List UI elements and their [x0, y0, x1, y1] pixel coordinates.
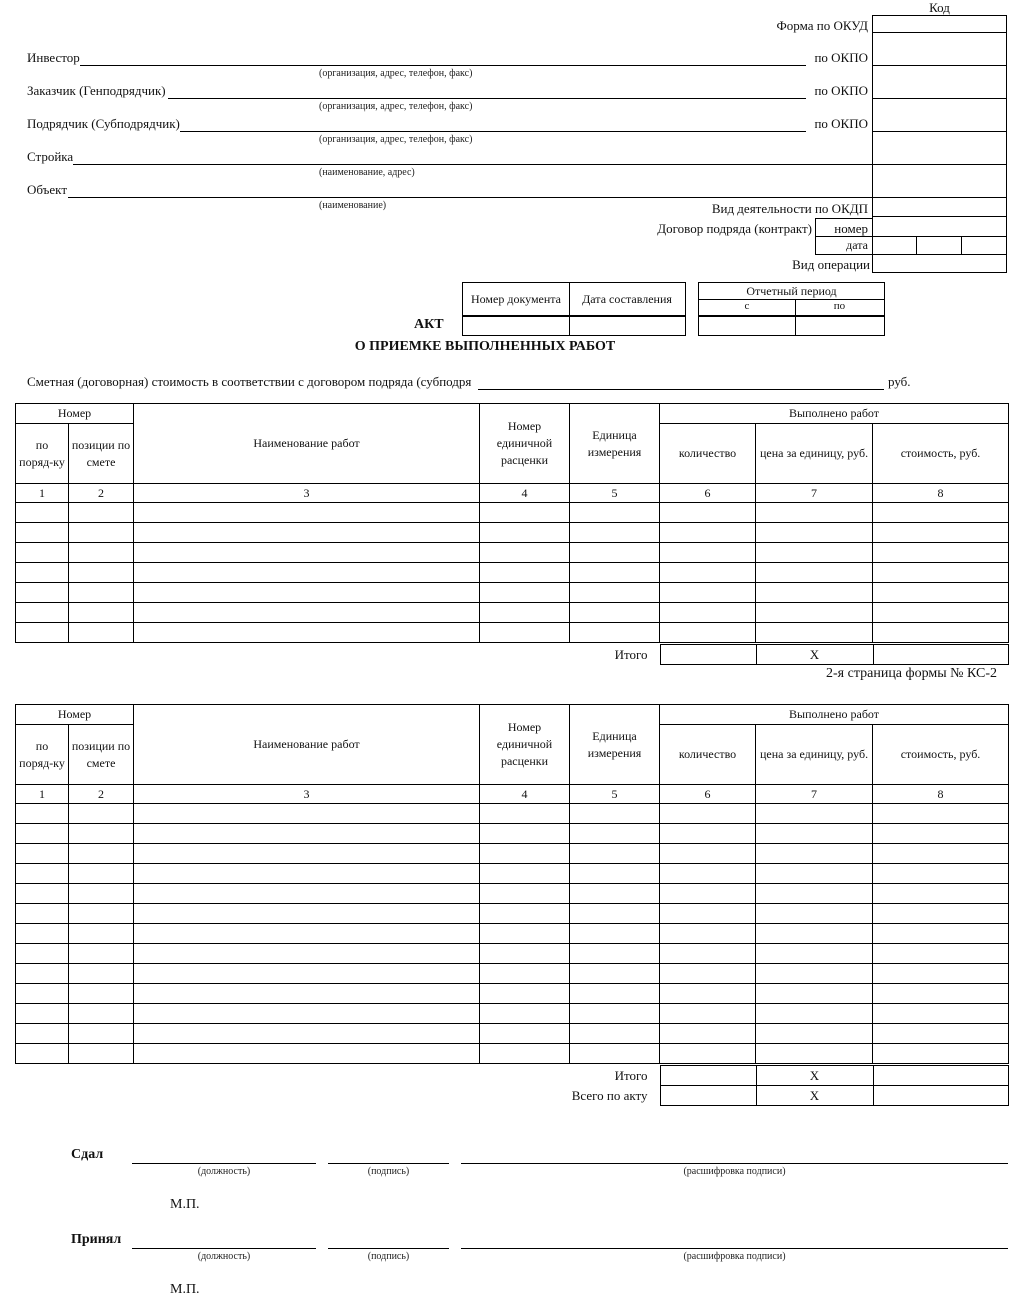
table-row [16, 523, 1009, 543]
investor-hint: (организация, адрес, телефон, факс) [319, 68, 473, 79]
itogo-cost[interactable] [873, 1066, 1008, 1086]
table-cell[interactable] [134, 844, 480, 864]
works-table-1 [15, 403, 1009, 643]
table-cell[interactable] [134, 1004, 480, 1024]
cost-label: Сметная (договорная) стоимость в соответствии с договором подряда (субподря [27, 374, 472, 389]
table-cell[interactable] [660, 523, 756, 543]
table-cell[interactable] [16, 503, 69, 523]
table-cell[interactable] [16, 884, 69, 904]
table-cell[interactable] [570, 864, 660, 884]
period-box [698, 282, 885, 336]
table-cell[interactable] [660, 543, 756, 563]
table-cell[interactable] [873, 824, 1009, 844]
act-title: АКТ [414, 317, 444, 332]
object-field[interactable] [68, 197, 872, 198]
period-to-label: по [833, 300, 846, 312]
table-cell[interactable] [134, 1024, 480, 1044]
table-cell[interactable] [570, 844, 660, 864]
handed-position-field[interactable] [132, 1163, 316, 1164]
table-cell[interactable] [69, 1004, 134, 1024]
table-cell[interactable] [16, 623, 69, 643]
customer-field[interactable] [168, 98, 806, 99]
table-cell[interactable] [16, 864, 69, 884]
col-number: 3 [134, 484, 480, 503]
table-cell[interactable] [69, 984, 134, 1004]
col-number: 8 [873, 484, 1009, 503]
table-cell[interactable] [134, 1044, 480, 1064]
table-cell[interactable] [16, 844, 69, 864]
table-cell[interactable] [69, 944, 134, 964]
col-number: 4 [480, 484, 570, 503]
table-cell[interactable] [873, 904, 1009, 924]
table-cell[interactable] [16, 984, 69, 1004]
col-number: 1 [16, 785, 69, 804]
handed-signature-hint: (подпись) [367, 1166, 410, 1177]
table-1-body [16, 503, 1009, 643]
totals-2 [520, 1065, 1009, 1106]
table-cell[interactable] [16, 583, 69, 603]
table-cell[interactable] [756, 603, 873, 623]
table-cell[interactable] [480, 1024, 570, 1044]
handed-stamp: М.П. [170, 1197, 200, 1212]
table-cell[interactable] [134, 864, 480, 884]
vsego-label: Всего по акту [571, 1087, 648, 1103]
table-cell[interactable] [756, 523, 873, 543]
table-cell[interactable] [756, 804, 873, 824]
table-cell[interactable] [69, 884, 134, 904]
table-cell[interactable] [570, 1004, 660, 1024]
table-cell[interactable] [873, 1004, 1009, 1024]
table-cell[interactable] [756, 1024, 873, 1044]
table-cell[interactable] [69, 543, 134, 563]
okpo-label-1: по ОКПО [814, 50, 868, 65]
table-cell[interactable] [570, 563, 660, 583]
table-cell[interactable] [69, 864, 134, 884]
table-cell[interactable] [873, 1024, 1009, 1044]
investor-field[interactable] [80, 65, 806, 66]
itogo-price-x: X [756, 1066, 873, 1086]
period-from-label: с [744, 300, 750, 312]
accepted-stamp: М.П. [170, 1282, 200, 1297]
contract-label: Договор подряда (контракт) [657, 221, 812, 236]
table-cell[interactable] [570, 884, 660, 904]
itogo-qty[interactable] [660, 645, 756, 665]
table-cell[interactable] [16, 964, 69, 984]
handed-position-hint: (должность) [197, 1166, 251, 1177]
table-cell[interactable] [134, 884, 480, 904]
table-cell[interactable] [660, 924, 756, 944]
col8-header: стоимость, руб. [873, 424, 1009, 484]
doc-date-input[interactable] [570, 316, 685, 335]
vsego-cost[interactable] [873, 1086, 1008, 1106]
table-cell[interactable] [16, 1024, 69, 1044]
done-group-header: Выполнено работ [660, 705, 1009, 725]
contractor-hint: (организация, адрес, телефон, факс) [319, 134, 473, 145]
table-row [16, 904, 1009, 924]
table-cell[interactable] [16, 904, 69, 924]
table-cell[interactable] [134, 563, 480, 583]
table-cell[interactable] [134, 924, 480, 944]
table-cell[interactable] [570, 583, 660, 603]
table-cell[interactable] [660, 824, 756, 844]
itogo-label: Итого [614, 646, 648, 662]
accepted-position-field[interactable] [132, 1248, 316, 1249]
col-number: 5 [570, 484, 660, 503]
table-cell[interactable] [480, 583, 570, 603]
table-cell[interactable] [480, 964, 570, 984]
accepted-decoding-field[interactable] [461, 1248, 1008, 1249]
table-cell[interactable] [480, 563, 570, 583]
table-cell[interactable] [69, 924, 134, 944]
table-cell[interactable] [570, 824, 660, 844]
table-row [16, 583, 1009, 603]
col-number: 7 [756, 484, 873, 503]
okud-label: Форма по ОКУД [776, 18, 868, 33]
table-cell[interactable] [16, 804, 69, 824]
table-cell[interactable] [756, 924, 873, 944]
table-cell[interactable] [873, 924, 1009, 944]
period-label: Отчетный период [746, 284, 837, 298]
number-group-header: Номер [16, 705, 134, 725]
itogo-qty[interactable] [660, 1066, 756, 1086]
table-cell[interactable] [873, 964, 1009, 984]
table-cell[interactable] [660, 563, 756, 583]
contract-date-label: дата [846, 238, 868, 252]
table-cell[interactable] [660, 503, 756, 523]
table-cell[interactable] [660, 1004, 756, 1024]
col-number: 2 [69, 484, 134, 503]
table-cell[interactable] [134, 984, 480, 1004]
accepted-label: Принял [71, 1232, 122, 1247]
table-cell[interactable] [570, 1044, 660, 1064]
table-cell[interactable] [570, 904, 660, 924]
table-cell[interactable] [69, 583, 134, 603]
accepted-signature-field[interactable] [328, 1248, 449, 1249]
table-cell[interactable] [660, 904, 756, 924]
code-column [872, 15, 1007, 273]
table-cell[interactable] [660, 944, 756, 964]
col-number: 2 [69, 785, 134, 804]
table-cell[interactable] [69, 563, 134, 583]
table-cell[interactable] [480, 523, 570, 543]
col6-header: количество [660, 725, 756, 785]
table-cell[interactable] [570, 804, 660, 824]
table-cell[interactable] [660, 884, 756, 904]
table-row [16, 864, 1009, 884]
table-cell[interactable] [570, 1024, 660, 1044]
col1-header: по поряд-ку [16, 725, 69, 785]
table-cell[interactable] [873, 543, 1009, 563]
table-cell[interactable] [756, 904, 873, 924]
table-cell[interactable] [16, 523, 69, 543]
handed-decoding-hint: (расшифровка подписи) [683, 1166, 786, 1177]
table-cell[interactable] [480, 1044, 570, 1064]
table-cell[interactable] [660, 964, 756, 984]
col6-header: количество [660, 424, 756, 484]
itogo-cost[interactable] [873, 645, 1008, 665]
table-cell[interactable] [660, 623, 756, 643]
table-cell[interactable] [480, 824, 570, 844]
table-cell[interactable] [660, 583, 756, 603]
col-number: 4 [480, 785, 570, 804]
table-cell[interactable] [873, 984, 1009, 1004]
table-cell[interactable] [69, 503, 134, 523]
col4-header: Номер единичной расценки [480, 404, 570, 484]
table-cell[interactable] [16, 543, 69, 563]
doc-date-label: Дата составления [582, 292, 672, 306]
table-row [16, 924, 1009, 944]
customer-label: Заказчик (Генподрядчик) [27, 83, 166, 98]
table-cell[interactable] [873, 944, 1009, 964]
table-cell[interactable] [570, 603, 660, 623]
col7-header: цена за единицу, руб. [756, 424, 873, 484]
table-cell[interactable] [756, 1004, 873, 1024]
table-cell[interactable] [134, 944, 480, 964]
col-number: 8 [873, 785, 1009, 804]
col-number: 1 [16, 484, 69, 503]
table-cell[interactable] [16, 924, 69, 944]
col2-header: позиции по смете [69, 424, 134, 484]
table-row [16, 623, 1009, 643]
construction-field[interactable] [73, 164, 872, 165]
vsego-qty[interactable] [660, 1086, 756, 1106]
col7-header: цена за единицу, руб. [756, 725, 873, 785]
okpo-label-2: по ОКПО [814, 83, 868, 98]
table-cell[interactable] [756, 623, 873, 643]
table-cell[interactable] [69, 844, 134, 864]
table-cell[interactable] [756, 503, 873, 523]
table-cell[interactable] [756, 563, 873, 583]
col-number: 7 [756, 785, 873, 804]
table-cell[interactable] [570, 984, 660, 1004]
table-row [16, 1004, 1009, 1024]
table-cell[interactable] [16, 1004, 69, 1024]
table-cell[interactable] [756, 543, 873, 563]
table-cell[interactable] [570, 543, 660, 563]
table-cell[interactable] [873, 884, 1009, 904]
table-cell[interactable] [756, 824, 873, 844]
table-cell[interactable] [480, 904, 570, 924]
col8-header: стоимость, руб. [873, 725, 1009, 785]
table-cell[interactable] [756, 964, 873, 984]
table-cell[interactable] [660, 804, 756, 824]
col5-header: Единица измерения [570, 705, 660, 785]
table-cell[interactable] [660, 844, 756, 864]
customer-hint: (организация, адрес, телефон, факс) [319, 101, 473, 112]
code-header: Код [929, 0, 950, 15]
table-cell[interactable] [69, 623, 134, 643]
table-row [16, 824, 1009, 844]
table-cell[interactable] [480, 503, 570, 523]
table-cell[interactable] [134, 583, 480, 603]
col-number: 6 [660, 484, 756, 503]
table-cell[interactable] [570, 623, 660, 643]
table-cell[interactable] [134, 543, 480, 563]
table-row [16, 1044, 1009, 1064]
col4-header: Номер единичной расценки [480, 705, 570, 785]
accepted-signature-hint: (подпись) [367, 1251, 410, 1262]
table-cell[interactable] [480, 984, 570, 1004]
col-number: 3 [134, 785, 480, 804]
table-cell[interactable] [873, 844, 1009, 864]
table-cell[interactable] [756, 583, 873, 603]
construction-hint: (наименование, адрес) [319, 167, 415, 178]
table-cell[interactable] [134, 623, 480, 643]
table-cell[interactable] [756, 884, 873, 904]
table-cell[interactable] [480, 804, 570, 824]
table-cell[interactable] [134, 503, 480, 523]
table-cell[interactable] [660, 1024, 756, 1044]
table-row [16, 603, 1009, 623]
table-cell[interactable] [756, 944, 873, 964]
accepted-position-hint: (должность) [197, 1251, 251, 1262]
table-cell[interactable] [873, 603, 1009, 623]
table-cell[interactable] [480, 844, 570, 864]
doc-info-box [462, 282, 686, 336]
col3-header: Наименование работ [134, 705, 480, 785]
table-cell[interactable] [756, 1044, 873, 1064]
table-cell[interactable] [16, 1044, 69, 1064]
table-cell[interactable] [69, 804, 134, 824]
table-cell[interactable] [873, 563, 1009, 583]
table-row [16, 1024, 1009, 1044]
table-cell[interactable] [134, 904, 480, 924]
handed-decoding-field[interactable] [461, 1163, 1008, 1164]
table-cell[interactable] [69, 523, 134, 543]
table-cell[interactable] [480, 603, 570, 623]
table-cell[interactable] [660, 864, 756, 884]
table-cell[interactable] [134, 603, 480, 623]
number-group-header: Номер [16, 404, 134, 424]
table-cell[interactable] [480, 944, 570, 964]
table-cell[interactable] [873, 583, 1009, 603]
col3-header: Наименование работ [134, 404, 480, 484]
contractor-field[interactable] [180, 131, 806, 132]
construction-label: Стройка [27, 149, 74, 164]
done-group-header: Выполнено работ [660, 404, 1009, 424]
okpo-label-3: по ОКПО [814, 116, 868, 131]
col-number: 6 [660, 785, 756, 804]
table-cell[interactable] [873, 623, 1009, 643]
table-cell[interactable] [134, 964, 480, 984]
table-row [16, 964, 1009, 984]
table-cell[interactable] [480, 884, 570, 904]
table-cell[interactable] [660, 603, 756, 623]
table-cell[interactable] [16, 603, 69, 623]
table-row [16, 844, 1009, 864]
table-row [16, 944, 1009, 964]
table-cell[interactable] [756, 844, 873, 864]
handed-signature-field[interactable] [328, 1163, 449, 1164]
table-cell[interactable] [134, 804, 480, 824]
table-row [16, 884, 1009, 904]
table-cell[interactable] [16, 944, 69, 964]
cost-field[interactable] [478, 389, 884, 390]
table-cell[interactable] [660, 984, 756, 1004]
itogo-label: Итого [614, 1067, 648, 1083]
table-cell[interactable] [756, 984, 873, 1004]
col5-header: Единица измерения [570, 404, 660, 484]
col2-header: позиции по смете [69, 725, 134, 785]
table-cell[interactable] [873, 804, 1009, 824]
table-cell[interactable] [480, 924, 570, 944]
cost-currency: руб. [888, 374, 911, 389]
table-cell[interactable] [480, 543, 570, 563]
table-cell[interactable] [69, 904, 134, 924]
table-cell[interactable] [69, 603, 134, 623]
col1-header: по поряд-ку [16, 424, 69, 484]
col-number: 5 [570, 785, 660, 804]
table-cell[interactable] [756, 864, 873, 884]
table-row [16, 984, 1009, 1004]
table-cell[interactable] [570, 964, 660, 984]
table-cell[interactable] [873, 523, 1009, 543]
table-cell[interactable] [16, 824, 69, 844]
table-cell[interactable] [570, 924, 660, 944]
table-2-body [16, 804, 1009, 1064]
table-cell[interactable] [570, 523, 660, 543]
table-cell[interactable] [69, 1024, 134, 1044]
table-row [16, 804, 1009, 824]
table-cell[interactable] [480, 1004, 570, 1024]
table-row [16, 503, 1009, 523]
table-cell[interactable] [134, 824, 480, 844]
itogo-price-x: X [756, 645, 873, 665]
table-cell[interactable] [480, 864, 570, 884]
table-cell[interactable] [69, 824, 134, 844]
totals-1 [540, 644, 1009, 665]
okdp-label: Вид деятельности по ОКДП [711, 201, 868, 216]
table-row [16, 543, 1009, 563]
table-cell[interactable] [480, 623, 570, 643]
doc-number-input[interactable] [463, 316, 569, 335]
table-cell[interactable] [16, 563, 69, 583]
operation-label: Вид операции [792, 257, 870, 272]
doc-number-label: Номер документа [470, 292, 562, 306]
table-cell[interactable] [134, 523, 480, 543]
object-hint: (наименование) [319, 200, 387, 211]
object-label: Объект [27, 182, 67, 197]
works-table-2 [15, 704, 1009, 1064]
act-subtitle: О ПРИЕМКЕ ВЫПОЛНЕННЫХ РАБОТ [354, 339, 616, 354]
table-cell[interactable] [873, 503, 1009, 523]
contractor-label: Подрядчик (Субподрядчик) [27, 116, 180, 131]
handed-label: Сдал [71, 1147, 104, 1162]
table-cell[interactable] [660, 1044, 756, 1064]
table-cell[interactable] [69, 1044, 134, 1064]
table-cell[interactable] [873, 1044, 1009, 1064]
vsego-price-x: X [756, 1086, 873, 1106]
page2-caption: 2-я страница формы № КС-2 [826, 666, 997, 681]
table-cell[interactable] [873, 864, 1009, 884]
investor-label: Инвестор [27, 50, 80, 65]
contract-number-label: номер [834, 221, 868, 236]
accepted-decoding-hint: (расшифровка подписи) [683, 1251, 786, 1262]
table-row [16, 563, 1009, 583]
table-cell[interactable] [570, 503, 660, 523]
table-cell[interactable] [570, 944, 660, 964]
table-cell[interactable] [69, 964, 134, 984]
